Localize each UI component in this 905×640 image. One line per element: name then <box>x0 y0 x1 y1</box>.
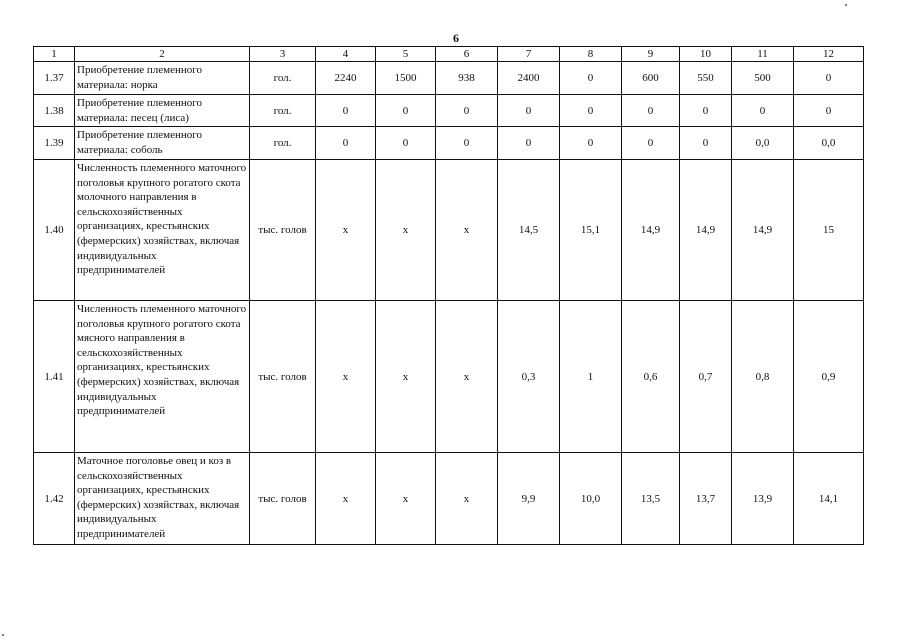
row-name: Приобретение племенного материала: песец (лиса) <box>75 95 250 127</box>
header-cell-12: 12 <box>794 47 864 62</box>
table-row <box>34 453 864 545</box>
value-cell: 0,7 <box>680 301 732 453</box>
row-number: 1.37 <box>34 62 75 95</box>
value-cell: x <box>376 453 436 545</box>
row-number: 1.42 <box>34 453 75 545</box>
header-cell-6: 6 <box>436 47 498 62</box>
row-number: 1.39 <box>34 127 75 160</box>
table-row <box>34 95 864 127</box>
header-cell-5: 5 <box>376 47 436 62</box>
value-cell: 14,5 <box>498 160 560 301</box>
table-row <box>34 127 864 160</box>
value-cell: 938 <box>436 62 498 95</box>
header-row <box>34 47 864 62</box>
page-number: 6 <box>453 31 459 45</box>
value-cell: 13,9 <box>732 453 794 545</box>
value-cell: 0 <box>436 95 498 127</box>
row-unit: гол. <box>250 62 316 95</box>
row-number: 1.38 <box>34 95 75 127</box>
value-cell: 1 <box>560 301 622 453</box>
value-cell: 0,0 <box>732 127 794 160</box>
value-cell: 2400 <box>498 62 560 95</box>
table-row <box>34 160 864 301</box>
row-unit: гол. <box>250 127 316 160</box>
value-cell: 0 <box>732 95 794 127</box>
row-number: 1.41 <box>34 301 75 453</box>
header-cell-9: 9 <box>622 47 680 62</box>
value-cell: 2240 <box>316 62 376 95</box>
row-unit: гол. <box>250 95 316 127</box>
value-cell: 14,9 <box>622 160 680 301</box>
row-name: Приобретение племенного материала: соболь <box>75 127 250 160</box>
value-cell: x <box>316 453 376 545</box>
value-cell: 15 <box>794 160 864 301</box>
value-cell: 0,3 <box>498 301 560 453</box>
value-cell: 0 <box>680 95 732 127</box>
value-cell: 0 <box>680 127 732 160</box>
value-cell: 0 <box>560 95 622 127</box>
value-cell: 0 <box>560 127 622 160</box>
value-cell: 10,0 <box>560 453 622 545</box>
value-cell: 0 <box>376 127 436 160</box>
value-cell: 0 <box>560 62 622 95</box>
value-cell: 15,1 <box>560 160 622 301</box>
value-cell: 14,9 <box>680 160 732 301</box>
value-cell: x <box>376 301 436 453</box>
row-unit: тыс. голов <box>250 453 316 545</box>
row-unit: тыс. голов <box>250 301 316 453</box>
table-row <box>34 301 864 453</box>
value-cell: 0 <box>498 127 560 160</box>
value-cell: x <box>436 301 498 453</box>
value-cell: 0 <box>316 95 376 127</box>
value-cell: 600 <box>622 62 680 95</box>
value-cell: 0 <box>794 95 864 127</box>
header-cell-8: 8 <box>560 47 622 62</box>
row-name: Маточное поголовье овец и коз в сельскохозяйственных организациях, крестьянских (фермерских) хозяйствах, включая индивидуальных предпринимателей <box>75 453 250 545</box>
value-cell: 0 <box>376 95 436 127</box>
row-name: Численность племенного маточного поголовья крупного рогатого скота мясного направления в сельскохозяйственных организациях, крестьянских (фермерских) хозяйствах, включая индивидуальных предпринимателей <box>75 301 250 453</box>
header-cell-4: 4 <box>316 47 376 62</box>
value-cell: 0 <box>316 127 376 160</box>
header-cell-11: 11 <box>732 47 794 62</box>
value-cell: 0,0 <box>794 127 864 160</box>
value-cell: 0 <box>622 95 680 127</box>
scan-speck <box>2 634 4 636</box>
value-cell: 0 <box>436 127 498 160</box>
header-cell-7: 7 <box>498 47 560 62</box>
value-cell: x <box>376 160 436 301</box>
value-cell: 0 <box>794 62 864 95</box>
header-cell-1: 1 <box>34 47 75 62</box>
value-cell: 14,1 <box>794 453 864 545</box>
indicators-table <box>33 46 864 545</box>
row-name: Приобретение племенного материала: норка <box>75 62 250 95</box>
row-name: Численность племенного маточного поголовья крупного рогатого скота молочного направления в сельскохозяйственных организациях, крестьянских (фермерских) хозяйствах, включая индивидуальных предпринимателей <box>75 160 250 301</box>
table-row <box>34 62 864 95</box>
value-cell: 0,6 <box>622 301 680 453</box>
value-cell: x <box>436 160 498 301</box>
scan-speck <box>845 4 847 6</box>
value-cell: 9,9 <box>498 453 560 545</box>
header-cell-3: 3 <box>250 47 316 62</box>
value-cell: x <box>316 160 376 301</box>
header-cell-2: 2 <box>75 47 250 62</box>
value-cell: 0,9 <box>794 301 864 453</box>
value-cell: 0,8 <box>732 301 794 453</box>
header-cell-10: 10 <box>680 47 732 62</box>
value-cell: 1500 <box>376 62 436 95</box>
row-unit: тыс. голов <box>250 160 316 301</box>
value-cell: 14,9 <box>732 160 794 301</box>
value-cell: 500 <box>732 62 794 95</box>
value-cell: x <box>316 301 376 453</box>
value-cell: 0 <box>498 95 560 127</box>
row-number: 1.40 <box>34 160 75 301</box>
value-cell: 13,5 <box>622 453 680 545</box>
value-cell: 13,7 <box>680 453 732 545</box>
value-cell: 550 <box>680 62 732 95</box>
value-cell: 0 <box>622 127 680 160</box>
value-cell: x <box>436 453 498 545</box>
